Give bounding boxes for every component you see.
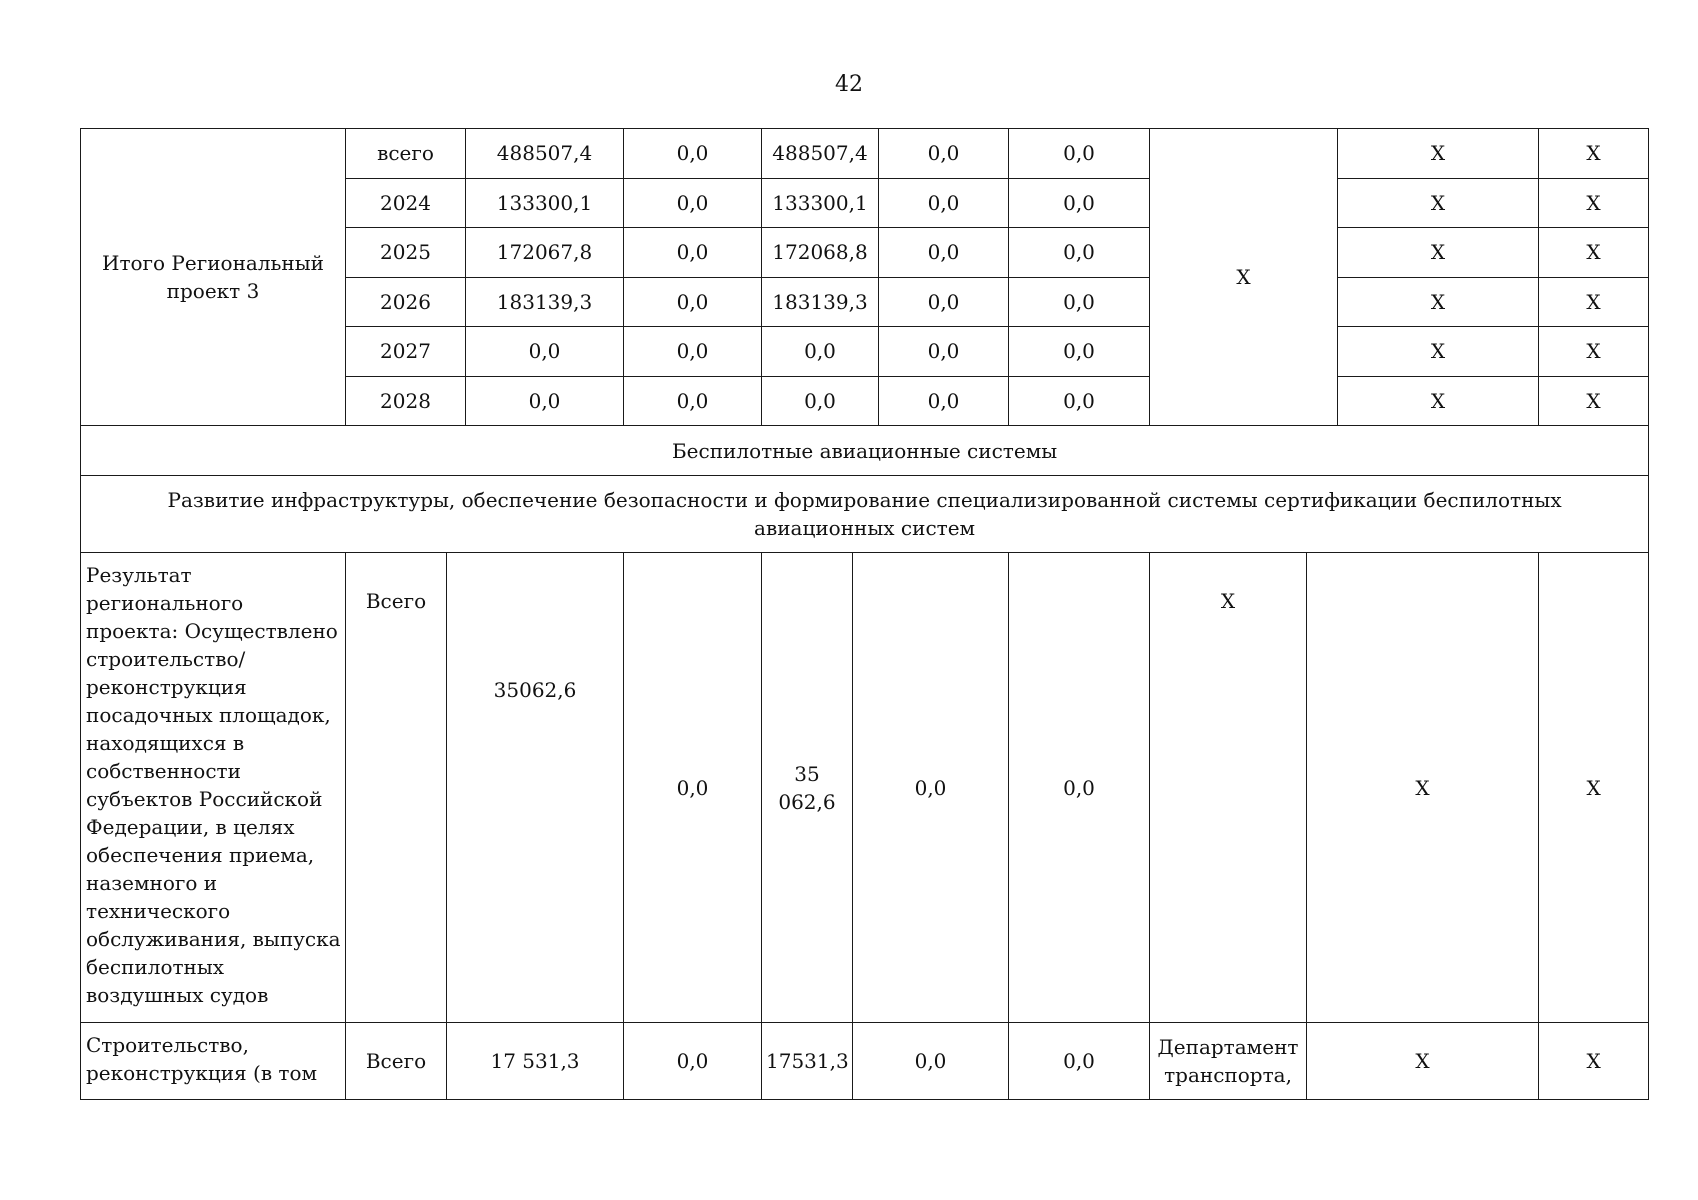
construction-total: 17 531,3	[447, 1023, 624, 1100]
construction-c9: Х	[1539, 1023, 1649, 1100]
summary-period: всего	[346, 129, 466, 179]
summary-period: 2027	[346, 327, 466, 377]
summary-cell-c5: 0,0	[879, 376, 1009, 426]
summary-cell-c4: 0,0	[762, 327, 879, 377]
summary-cell-c4: 488507,4	[762, 129, 879, 179]
summary-cell-c6: 0,0	[1009, 129, 1150, 179]
subsection-title-row	[81, 476, 1649, 553]
summary-cell-c6: 0,0	[1009, 228, 1150, 278]
summary-cell-c5: 0,0	[879, 277, 1009, 327]
summary-cell-c9: Х	[1539, 129, 1649, 179]
summary-cell-c9: Х	[1539, 228, 1649, 278]
summary-cell-total: 0,0	[466, 327, 624, 377]
summary-cell-c3: 0,0	[624, 376, 762, 426]
page-number: 42	[835, 72, 863, 97]
construction-c8: Х	[1307, 1023, 1539, 1100]
summary-cell-c6: 0,0	[1009, 327, 1150, 377]
summary-cell-c9: Х	[1539, 376, 1649, 426]
summary-cell-c3: 0,0	[624, 228, 762, 278]
summary-cell-c6: 0,0	[1009, 376, 1150, 426]
section-title: Беспилотные авиационные системы	[81, 426, 1649, 476]
result-period: Всего	[346, 553, 447, 1023]
construction-c5: 0,0	[853, 1023, 1009, 1100]
construction-name: Строительство, реконструкция (в том	[81, 1023, 346, 1100]
summary-period: 2028	[346, 376, 466, 426]
summary-table	[80, 128, 1649, 426]
result-c6: 0,0	[1009, 553, 1150, 1023]
construction-c7: Департамент транспорта,	[1150, 1023, 1307, 1100]
results-table	[80, 425, 1649, 1100]
summary-cell-total: 133300,1	[466, 178, 624, 228]
summary-cell-c4: 172068,8	[762, 228, 879, 278]
summary-row	[81, 129, 1649, 179]
summary-cell-total: 183139,3	[466, 277, 624, 327]
result-name: Результат регионального проекта: Осуществлено строительство/ реконструкция посадочных площадок, находящихся в собственности субъектов Российской Федерации, в целях обеспечения приема, наземного и технического обслуживания, выпуска беспилотных воздушных судов	[81, 553, 346, 1023]
summary-cell-c4: 183139,3	[762, 277, 879, 327]
summary-cell-c8: Х	[1338, 129, 1539, 179]
summary-cell-c5: 0,0	[879, 327, 1009, 377]
subsection-title: Развитие инфраструктуры, обеспечение безопасности и формирование специализированной системы сертификации беспилотных авиационных систем	[81, 476, 1649, 553]
summary-cell-c8: Х	[1338, 178, 1539, 228]
summary-cell-c6: 0,0	[1009, 277, 1150, 327]
summary-cell-c8: Х	[1338, 228, 1539, 278]
summary-label: Итого Региональный проект 3	[81, 129, 346, 426]
summary-cell-c5: 0,0	[879, 178, 1009, 228]
summary-cell-total: 172067,8	[466, 228, 624, 278]
summary-cell-total: 488507,4	[466, 129, 624, 179]
summary-cell-c3: 0,0	[624, 327, 762, 377]
result-row	[81, 553, 1649, 1023]
summary-cell-c5: 0,0	[879, 129, 1009, 179]
summary-cell-total: 0,0	[466, 376, 624, 426]
result-c3: 0,0	[624, 553, 762, 1023]
summary-cell-c9: Х	[1539, 277, 1649, 327]
result-total: 35062,6	[447, 553, 624, 1023]
result-c5: 0,0	[853, 553, 1009, 1023]
construction-row	[81, 1023, 1649, 1100]
summary-merged-x: Х	[1150, 129, 1338, 426]
summary-cell-c8: Х	[1338, 327, 1539, 377]
summary-period: 2024	[346, 178, 466, 228]
construction-period: Всего	[346, 1023, 447, 1100]
construction-c6: 0,0	[1009, 1023, 1150, 1100]
construction-c3: 0,0	[624, 1023, 762, 1100]
summary-period: 2025	[346, 228, 466, 278]
result-c8: Х	[1307, 553, 1539, 1023]
summary-cell-c6: 0,0	[1009, 178, 1150, 228]
summary-cell-c8: Х	[1338, 376, 1539, 426]
construction-c4: 17531,3	[762, 1023, 853, 1100]
summary-cell-c3: 0,0	[624, 129, 762, 179]
summary-cell-c8: Х	[1338, 277, 1539, 327]
summary-period: 2026	[346, 277, 466, 327]
summary-cell-c3: 0,0	[624, 277, 762, 327]
result-c4: 35 062,6	[762, 553, 853, 1023]
summary-cell-c5: 0,0	[879, 228, 1009, 278]
summary-cell-c4: 133300,1	[762, 178, 879, 228]
result-c9: Х	[1539, 553, 1649, 1023]
summary-cell-c9: Х	[1539, 178, 1649, 228]
summary-cell-c4: 0,0	[762, 376, 879, 426]
result-c7: Х	[1150, 553, 1307, 1023]
summary-cell-c3: 0,0	[624, 178, 762, 228]
section-title-row	[81, 426, 1649, 476]
summary-cell-c9: Х	[1539, 327, 1649, 377]
